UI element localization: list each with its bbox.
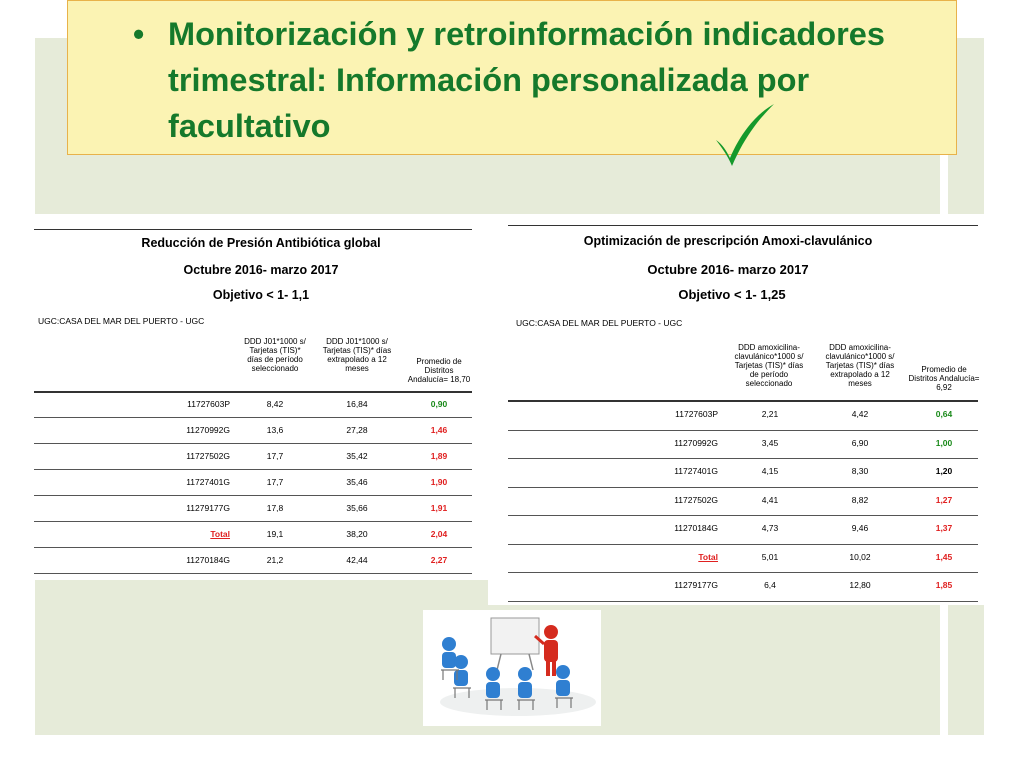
extrapolated-value: 8,82: [851, 494, 869, 505]
extrapolated-value: 35,42: [346, 451, 368, 461]
doctor-code: 11270184G: [674, 523, 718, 533]
period-value: 4,15: [761, 466, 779, 476]
extrapolated-value: 27,28: [346, 425, 368, 435]
extrapolated-value: 38,20: [346, 529, 368, 539]
period-value: 17,8: [266, 503, 284, 513]
row-divider: [508, 430, 978, 431]
left-col-1-header: DDD J01*1000 s/ Tarjetas (TIS)* días de período seleccionado: [244, 337, 306, 373]
ratio-value: 1,46: [430, 425, 448, 435]
doctor-code: 11727603P: [187, 399, 230, 409]
period-value: 17,7: [266, 477, 284, 487]
period-value: 13,6: [266, 425, 284, 435]
period-value: 19,1: [266, 529, 284, 539]
period-value: 6,4: [764, 580, 776, 590]
row-divider: [34, 417, 472, 418]
extrapolated-value: 12,80: [849, 580, 871, 590]
slide-title: [168, 11, 948, 149]
title-box: [67, 0, 957, 155]
total-label: Total: [698, 551, 718, 562]
header-rule: [508, 400, 978, 402]
extrapolated-value: 35,66: [346, 503, 368, 513]
bullet: •: [133, 16, 145, 52]
period-value: 4,41: [761, 494, 779, 505]
ratio-value: 1,27: [935, 494, 953, 505]
doctor-code: 11727603P: [675, 409, 718, 419]
ratio-value: 2,04: [430, 529, 448, 539]
top-rule: [508, 225, 978, 226]
left-report: [34, 215, 488, 580]
right-report: [488, 215, 988, 605]
extrapolated-value: 42,44: [346, 555, 368, 565]
left-report-objective: Objetivo < 1- 1,1: [212, 288, 310, 302]
extrapolated-value: 6,90: [851, 437, 869, 448]
row-divider: [34, 573, 472, 574]
ratio-value: 0,64: [935, 409, 953, 419]
period-value: 2,21: [761, 409, 779, 419]
row-divider: [508, 515, 978, 516]
row-divider: [508, 601, 978, 602]
right-col-3-header: Promedio de Distritos Andalucía= 6,92: [908, 365, 980, 392]
title-line-2: trimestral: Información personalizada por: [168, 62, 810, 98]
group-training-presentation-icon: [423, 610, 601, 726]
doctor-code: 11727401G: [674, 466, 718, 476]
doctor-code: 11270184G: [186, 555, 230, 565]
ratio-value: 1,85: [935, 580, 953, 590]
right-report-objective: Objetivo < 1- 1,25: [678, 287, 786, 302]
row-divider: [34, 495, 472, 496]
row-divider: [34, 547, 472, 548]
ratio-value: 1,20: [935, 466, 953, 476]
row-divider: [508, 572, 978, 573]
period-value: 4,73: [761, 523, 779, 533]
period-value: 5,01: [761, 551, 779, 562]
left-report-ugc: UGC:CASA DEL MAR DEL PUERTO - UGC: [38, 316, 205, 326]
ratio-value: 2,27: [430, 555, 448, 565]
ratio-value: 1,37: [935, 523, 953, 533]
right-col-2-header: DDD amoxicilina-clavulánico*1000 s/ Tarjetas (TIS)* días extrapolado a 12 meses: [825, 343, 895, 388]
right-col-1-header: DDD amoxicilina-clavulánico*1000 s/ Tarjetas (TIS)* días de período seleccionado: [734, 343, 804, 388]
left-report-title: Reducción de Presión Antibiótica global: [141, 236, 381, 250]
extrapolated-value: 35,46: [346, 477, 368, 487]
slide-background-bottom-right: [948, 605, 984, 735]
left-col-3-header: Promedio de Distritos Andalucía= 18,70: [407, 357, 471, 384]
row-divider: [34, 469, 472, 470]
ratio-value: 1,91: [430, 503, 448, 513]
extrapolated-value: 4,42: [851, 409, 869, 419]
top-rule: [34, 229, 472, 230]
title-line-3: facultativo: [168, 108, 331, 144]
right-report-ugc: UGC:CASA DEL MAR DEL PUERTO - UGC: [516, 318, 683, 328]
doctor-code: 11270992G: [674, 437, 718, 448]
extrapolated-value: 16,84: [346, 399, 368, 409]
doctor-code: 11727401G: [186, 477, 230, 487]
ratio-value: 1,90: [430, 477, 448, 487]
extrapolated-value: 9,46: [851, 523, 869, 533]
extrapolated-value: 10,02: [849, 551, 871, 562]
row-divider: [508, 487, 978, 488]
right-report-title: Optimización de prescripción Amoxi-clavulánico: [583, 234, 873, 248]
row-divider: [34, 521, 472, 522]
right-report-period: Octubre 2016- marzo 2017: [647, 262, 809, 277]
ratio-value: 1,45: [935, 551, 953, 562]
row-divider: [508, 544, 978, 545]
period-value: 17,7: [266, 451, 284, 461]
doctor-code: 11270992G: [186, 425, 230, 435]
period-value: 3,45: [761, 437, 779, 448]
left-col-2-header: DDD J01*1000 s/ Tarjetas (TIS)* días extrapolado a 12 meses: [322, 337, 392, 373]
total-label: Total: [210, 529, 230, 539]
doctor-code: 11727502G: [674, 494, 718, 505]
extrapolated-value: 8,30: [851, 466, 869, 476]
title-line-1: Monitorización y retroinformación indicadores: [168, 16, 885, 52]
ratio-value: 1,00: [935, 437, 953, 448]
row-divider: [34, 443, 472, 444]
doctor-code: 11727502G: [186, 451, 230, 461]
ratio-value: 1,89: [430, 451, 448, 461]
doctor-code: 11279177G: [186, 503, 230, 513]
doctor-code: 11279177G: [674, 580, 718, 590]
left-report-period: Octubre 2016- marzo 2017: [183, 263, 339, 277]
ratio-value: 0,90: [430, 399, 448, 409]
period-value: 21,2: [266, 555, 284, 565]
period-value: 8,42: [266, 399, 284, 409]
header-rule: [34, 391, 472, 393]
row-divider: [508, 458, 978, 459]
checkmark-icon: [712, 100, 778, 168]
